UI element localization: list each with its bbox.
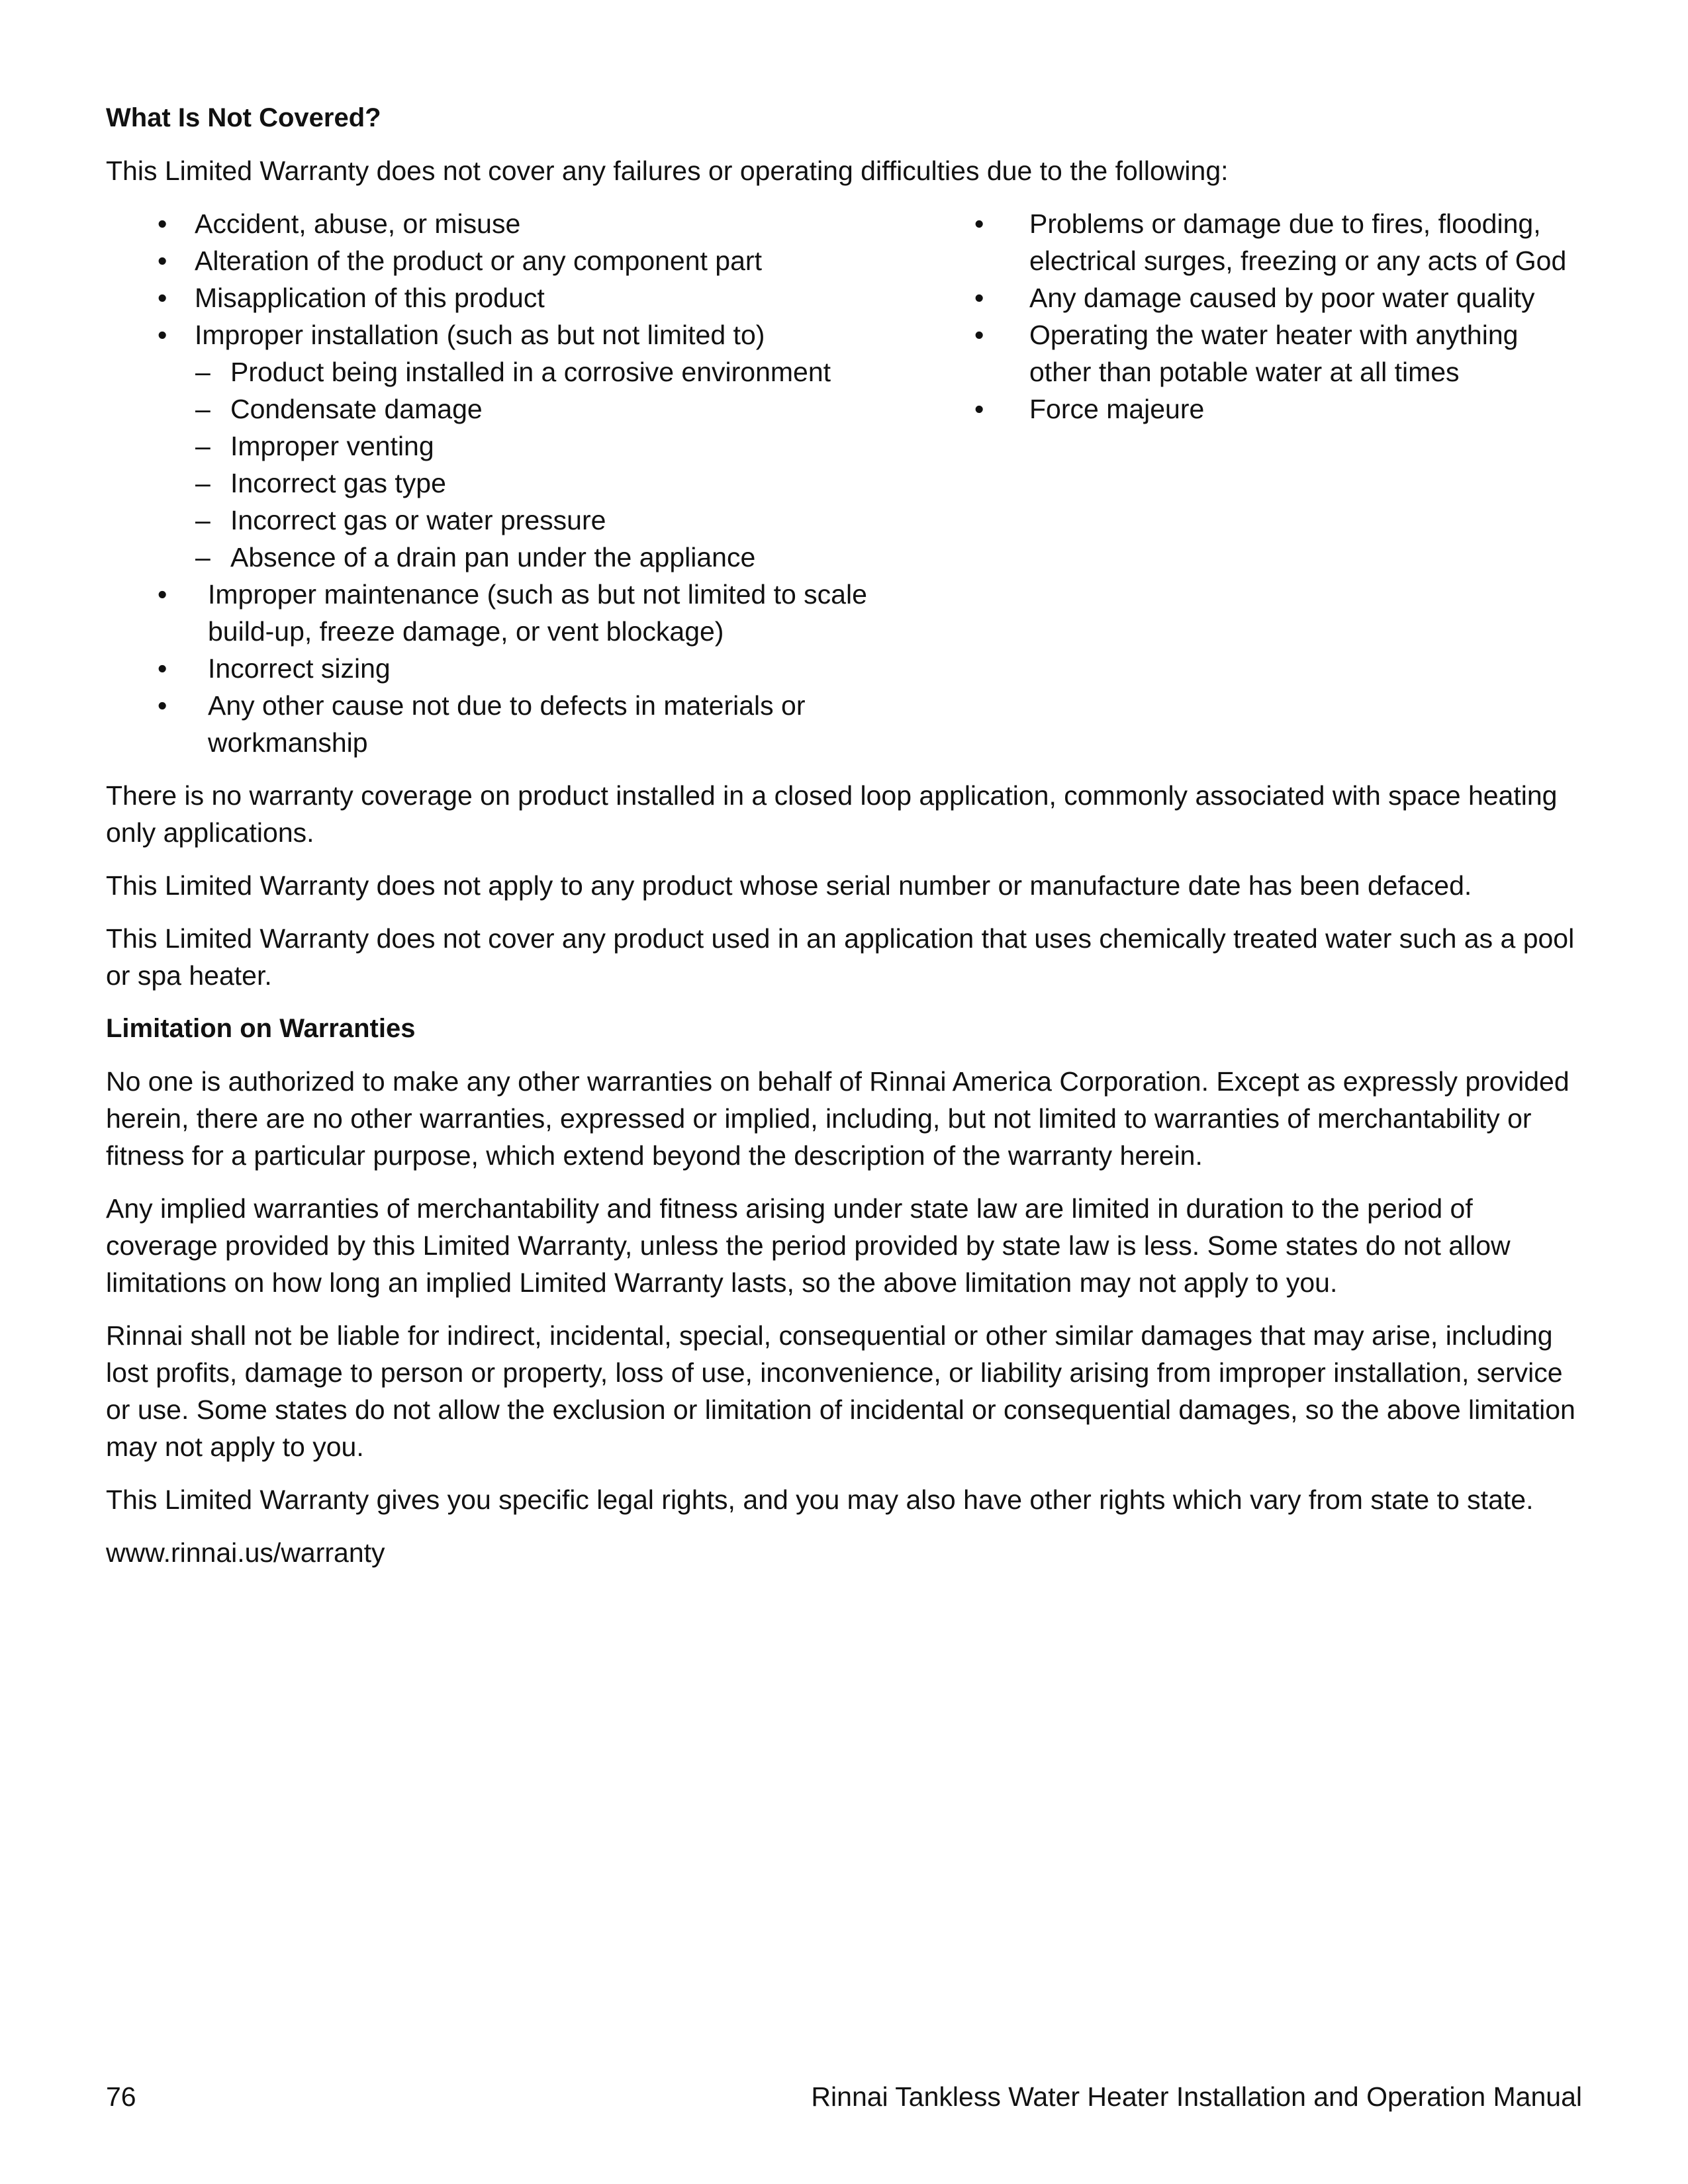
- closed-loop-paragraph: There is no warranty coverage on product installed in a closed loop application, commonly associated with space heating only applications.: [106, 780, 1558, 848]
- list-item: • Misapplication of this product: [106, 279, 867, 316]
- dash-icon: –: [195, 542, 211, 572]
- sub-list-item: – Product being installed in a corrosive environment: [106, 353, 867, 390]
- list-item: • Any other cause not due to defects in materials or workmanship: [106, 687, 867, 761]
- exclusions-right-column: [868, 205, 1582, 761]
- legal-rights-paragraph: This Limited Warranty gives you specific legal rights, and you may also have other rights which vary from state to state.: [106, 1484, 1534, 1515]
- sub-list-item: – Incorrect gas type: [106, 465, 867, 502]
- bullet-icon: •: [974, 320, 984, 350]
- page-number: 76: [106, 2081, 136, 2112]
- list-item: • Operating the water heater with anything other than potable water at all times: [868, 316, 1582, 390]
- bullet-icon: •: [158, 246, 167, 276]
- bullet-icon: •: [158, 208, 167, 239]
- list-item: • Force majeure: [868, 390, 1582, 428]
- exclusions-columns: [106, 205, 1582, 761]
- dash-icon: –: [195, 505, 211, 535]
- dash-icon: –: [195, 431, 211, 461]
- list-item: • Improper maintenance (such as but not limited to scale build-up, freeze damage, or vent blockage): [106, 576, 867, 650]
- list-item: • Incorrect sizing: [106, 650, 867, 687]
- exclusions-left-column: [106, 205, 867, 761]
- sub-list-item: – Improper venting: [106, 428, 867, 465]
- dash-icon: –: [195, 357, 211, 387]
- exclusions-list-left: [106, 205, 867, 353]
- authorization-paragraph: No one is authorized to make any other warranties on behalf of Rinnai America Corporation. Except as expressly provided herein, there are no other warranties, expressed or implied, including, but not limited to warranties of merchantability or fitness for a particular purpose, which extend beyond the description of the warranty herein.: [106, 1066, 1570, 1171]
- sub-list-item: – Incorrect gas or water pressure: [106, 502, 867, 539]
- bullet-icon: •: [974, 283, 984, 313]
- warranty-url[interactable]: www.rinnai.us/warranty: [106, 1537, 385, 1568]
- list-item: • Alteration of the product or any component part: [106, 242, 867, 279]
- chemically-treated-paragraph: This Limited Warranty does not cover any product used in an application that uses chemically treated water such as a pool or spa heater.: [106, 923, 1575, 991]
- bullet-icon: •: [158, 320, 167, 350]
- intro-paragraph: This Limited Warranty does not cover any failures or operating difficulties due to the following:: [106, 156, 1229, 186]
- sub-list-item: – Absence of a drain pan under the appliance: [106, 539, 867, 576]
- bullet-icon: •: [158, 690, 167, 721]
- list-item: • Any damage caused by poor water quality: [868, 279, 1582, 316]
- sub-list-item: – Condensate damage: [106, 390, 867, 428]
- serial-number-paragraph: This Limited Warranty does not apply to any product whose serial number or manufacture date has been defaced.: [106, 870, 1472, 901]
- dash-icon: –: [195, 394, 211, 424]
- list-item: • Improper installation (such as but not limited to): [106, 316, 867, 353]
- heading-limitation: Limitation on Warranties: [106, 1014, 416, 1043]
- page-body: [106, 99, 1582, 1587]
- bullet-icon: •: [158, 283, 167, 313]
- liability-paragraph: Rinnai shall not be liable for indirect, incidental, special, consequential or other similar damages that may arise, including lost profits, damage to person or property, loss of use, inconvenience, or liability arising from improper installation, service or use. Some states do not allow the exclusion or limitation of incidental or consequential damages, so the above limitation may not apply to you.: [106, 1320, 1575, 1462]
- exclusions-list-right: [868, 205, 1582, 428]
- bullet-icon: •: [974, 394, 984, 424]
- exclusions-list-left-continued: [106, 576, 867, 761]
- heading-not-covered: What Is Not Covered?: [106, 103, 381, 132]
- improper-installation-sublist: [106, 353, 867, 576]
- manual-title: Rinnai Tankless Water Heater Installation and Operation Manual: [811, 2081, 1582, 2112]
- bullet-icon: •: [158, 653, 167, 684]
- implied-warranties-paragraph: Any implied warranties of merchantability and fitness arising under state law are limited in duration to the period of coverage provided by this Limited Warranty, unless the period provided by state law is less. Some states do not allow limitations on how long an implied Limited Warranty lasts, so the above limitation may not apply to you.: [106, 1193, 1511, 1298]
- list-item: • Accident, abuse, or misuse: [106, 205, 867, 242]
- bullet-icon: •: [158, 579, 167, 610]
- dash-icon: –: [195, 468, 211, 498]
- bullet-icon: •: [974, 208, 984, 239]
- list-item: • Problems or damage due to fires, flooding, electrical surges, freezing or any acts of God: [868, 205, 1582, 279]
